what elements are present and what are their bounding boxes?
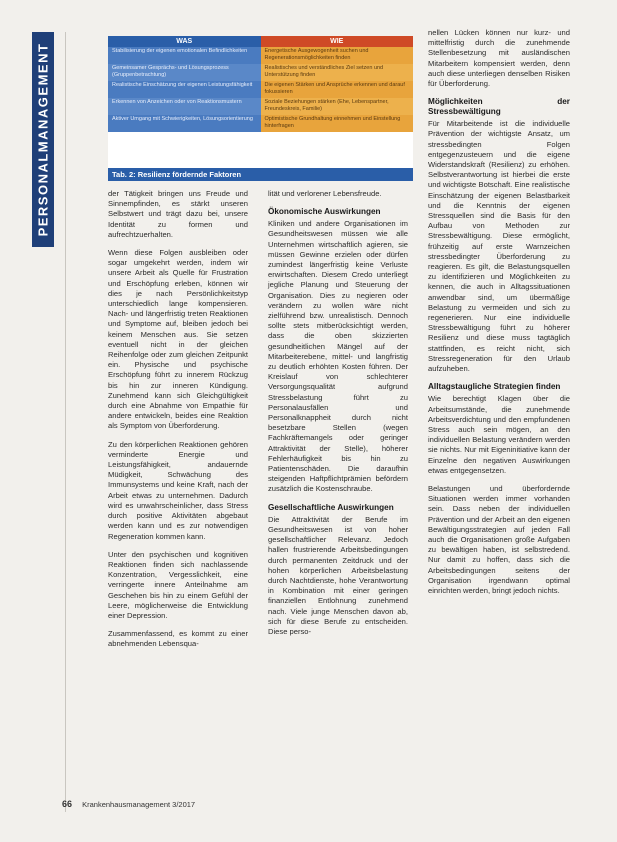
text-column-1 [108, 189, 248, 658]
section-label-wrap [32, 32, 54, 247]
text-column-2 [268, 189, 408, 645]
table-header [108, 36, 413, 47]
section-heading: Möglichkeiten der Stressbewältigung [428, 97, 570, 117]
section-heading: Alltagstaugliche Strategien finden [428, 382, 561, 392]
paragraph: Zusammenfassend, es kommt zu einer abnehmenden Lebensqua- [108, 629, 248, 649]
table-cell-was: Gemeinsamer Gesprächs- und Lösungsprozess (Gruppenbetrachtung) [108, 64, 261, 81]
table-cell-was: Aktiver Umgang mit Schwierigkeiten, Lösungsorientierung [108, 115, 261, 132]
page-number: 66 [62, 799, 73, 809]
table-row [108, 98, 413, 115]
paragraph: nellen Lücken können nur kurz- und mittelfristig durch die zunehmende Stellenbesetzung mit ausländischen Mitarbeitern kompensiert werden, denn auch diese unterliegen denselben Risiken für Überforderung. [428, 28, 570, 89]
table-cell-wie: Die eigenen Stärken und Ansprüche erkennen und darauf fokussieren [261, 81, 414, 98]
table-header-wie: WIE [261, 36, 414, 47]
table-row [108, 64, 413, 81]
paragraph: Belastungen und überfordernde Situationen werden immer vorhanden sein. Dass neben der individuellen Prävention und der Arbeit an den eigenen Bewältigungsstrategien auf jeden Fall auch die Organisationen große Aufgaben zu bewältigen haben, ist selbstredend. Nur damit zu hoffen, dass sich die Arbeitsbedingungen seitens der Organisation irgendwann optimal einrichten werden, bringt jedoch nichts. [428, 483, 570, 595]
journal-name: Krankenhausmanagement 3/2017 [82, 800, 196, 809]
text-column-3 [428, 28, 570, 604]
section-heading: Gesellschaftliche Auswirkungen [268, 502, 394, 512]
paragraph: Für Mitarbeitende ist die individuelle Prävention der wichtigste Ansatz, um stressbedingten Folgen entgegenzusteuern und die eigene Widerstandskraft (Resilienz) zu erhöhen. Selbstverantwortung ist hierbei die erste und wichtigste Botschaft. Eine realistische Einschätzung der eigenen Belastbarkeit und die Kenntnis der eigenen Stressquellen sind die Basis für den Aufbau von Methoden zur Stressbewältigung. Diese ermöglicht, frühzeitig auf erste Warnzeichen stressbedingter Überforderung zu reagieren. Es gilt, die Belastungsquellen zu identifizieren und Möglichkeiten zu kennen, die auch in Alltagssituationen anwendbar sind, um übermäßige Belastung zu vermeiden und sich zu regenerieren. Nur eine individuelle Stressbewältigung führt zu höherer Resilienz und diese muss tagtäglich stattfinden, es reicht nicht, sich Stressregeneration für den Urlaub aufzuheben. [428, 119, 570, 374]
table-row [108, 81, 413, 98]
table-cell-was: Erkennen von Anzeichen oder von Reaktionsmustern [108, 98, 261, 115]
paragraph: der Tätigkeit bringen uns Freude und Sinnempfinden, es stärkt unseren Selbstwert und trägt dazu bei, unsere Identität zu formen und aufrechtzuerhalten. [108, 189, 248, 239]
paragraph: lität und verlorener Lebensfreude. [268, 189, 382, 198]
paragraph: Die Attraktivität der Berufe im Gesundheitswesen ist von hoher gesellschaftlicher Relevanz. Jedoch hallen frustrierende Arbeitsbedingungen durch permanenten Zeitdruck und der hohen körperlichen Arbeitsbelastung durch Nachtdienste, hohe Verantwortung in Kombination mit einer geringen finanziellen Entlohnung zunehmend nach. Viele junge Menschen davon ab, sich für diese Berufe zu entscheiden. Diese perso- [268, 514, 408, 636]
table-cell-wie: Optimistische Grundhaltung einnehmen und Einstellung hinterfragen [261, 115, 414, 132]
table-cell-wie: Soziale Beziehungen stärken (Ehe, Lebenspartner, Freundeskreis, Familie) [261, 98, 414, 115]
paragraph: Wie berechtigt Klagen über die Arbeitsumstände, die zunehmende Arbeitsverdichtung und den empfundenen Stress auch sein mögen, an den individuellen Belastung verändern werden sie nichts. Nur mit Eigeninitiative kann der Einzelne den negativen Auswirkungen etwas entgegensetzen. [428, 394, 570, 475]
table-cell-was: Realistische Einschätzung der eigenen Leistungsfähigkeit [108, 81, 261, 98]
margin-rule [65, 32, 66, 812]
table-caption: Tab. 2: Resilienz fördernde Faktoren [108, 168, 413, 181]
section-label: PERSONALMANAGEMENT [35, 42, 51, 237]
page-footer [62, 799, 195, 809]
paragraph: Kliniken und andere Organisationen im Gesundheitswesen müssen wie alle Unternehmen wirtschaftlich agieren, sie müssen Gewinne erzielen oder dürfen zumindest längerfristig keine Verluste erwirtschaften. Diesem Credo unterliegt jegliche Planung und Steuerung der Organisation. Dies zu negieren oder verändern zu wollen wäre nicht zielführend bzw. unrealistisch. Dennoch sollte stets mitberücksichtigt werden, dass die oben skizzierten gesundheitlichen Mängel auf der Mitarbeiterebene, mittel- und langfristig zu deutlich erhöhten Kosten führen. Der Kreislauf von schlechterer Versorgungsqualität aufgrund Stressbelastung führt zu Personalausfällen und Personalknappheit durch nicht besetzbare Stellen (wegen Fachkräftemangels oder geringer Attraktivität der Stelle), höherer Fehlerhäufigkeit bis hin zu Patientenschäden. Die daraufhin steigenden Haftpflichtprämien befördern zusätzlich die Kostenschraube. [268, 219, 408, 494]
table-cell-wie: Energetische Ausgewogenheit suchen und Regenerationsmöglichkeiten finden [261, 47, 414, 64]
paragraph: Zu den körperlichen Reaktionen gehören verminderte Energie und Leistungsfähigkeit, andauernde Müdigkeit, Schwächung des Immunsystems und keine Kraft, nach der Arbeit etwas zu unternehmen. Dadurch wird es unwahrscheinlicher, dass Stress durch positive Aktivitäten abgebaut werden kann und es zur notwendigen Regeneration kommen kann. [108, 439, 248, 541]
paragraph: Wenn diese Folgen ausbleiben oder sogar umgekehrt werden, indem wir unsere Arbeit als Quelle für Frustration und Erschöpfung erleben, können wir dies je nach Persönlichkeitstyp unterschiedlich lange kompensieren. Nach- und längerfristig treten Reaktionen und Symptome auf, bleiben jedoch bei keinem Menschen aus. Sie setzen eventuell nicht in der gleichen Reihenfolge oder zum gleichen Zeitpunkt ein. Physische und psychische Erschöpfung führt zu innerem Rückzug bis hin zur inneren Kündigung. Zunehmend kann sich Gleichgültigkeit durch eine Abnahme von Empathie für andere entwickeln, beides eine Reaktion als Symptom von Überforderung. [108, 248, 248, 431]
table-row [108, 47, 413, 64]
section-heading: Ökonomische Auswirkungen [268, 207, 381, 217]
table-header-was: WAS [108, 36, 261, 47]
table-row [108, 115, 413, 132]
table-cell-was: Stabilisierung der eigenen emotionalen Befindlichkeiten [108, 47, 261, 64]
table-cell-wie: Realistisches und verständliches Ziel setzen und Unterstützung finden [261, 64, 414, 81]
resilience-table [108, 36, 413, 168]
paragraph: Unter den psychischen und kognitiven Reaktionen finden sich nachlassende Konzentration, Vergesslichkeit, eine verringerte innere Anteilnahme am Geschehen bis hin zu einem Gefühl der Leere, möglicherweise die Entwicklung einer Depression. [108, 549, 248, 620]
